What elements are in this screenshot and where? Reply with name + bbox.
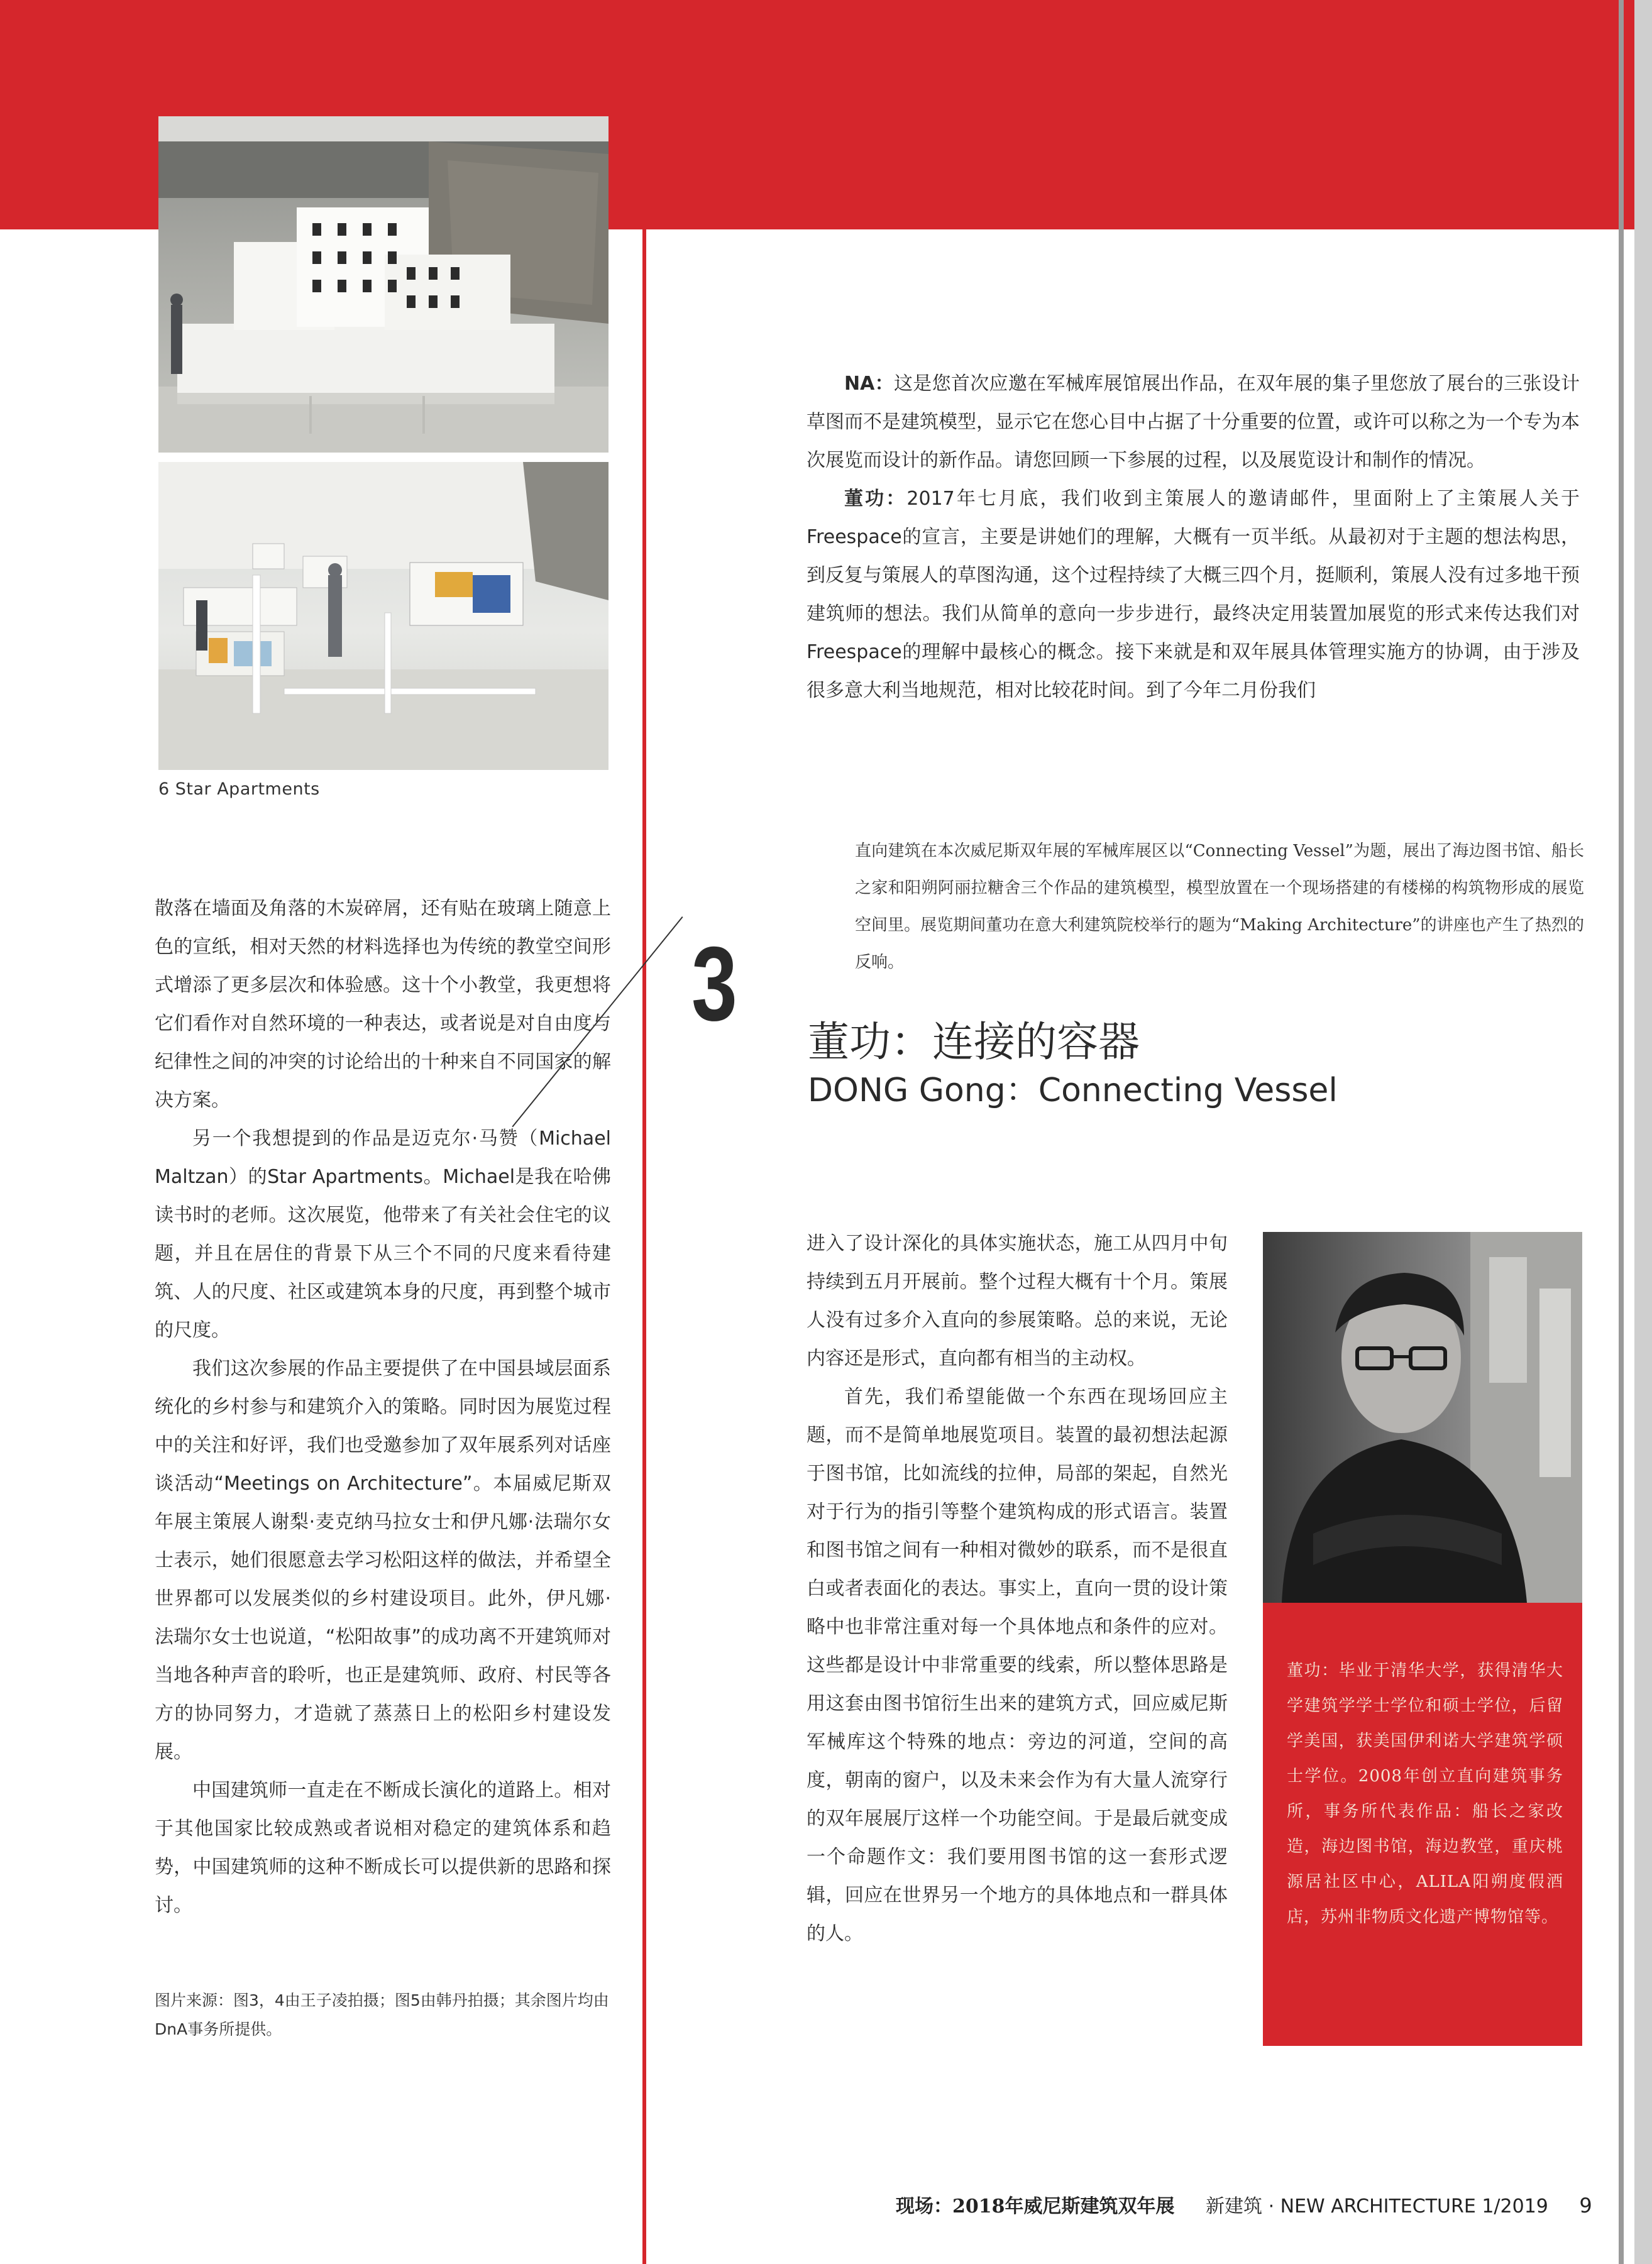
paragraph: 进入了设计深化的具体实施状态，施工从四月中旬持续到五月开展前。整个过程大概有十个月。策展人没有过多介入直向的参展策略。总的来说，无论内容还是形式，直向都有相当的主动权。 [807, 1233, 1228, 1370]
na-text: 这是您首次应邀在军械库展馆展出作品，在双年展的集子里您放了展台的三张设计草图而不是建筑模型，显示它在您心目中占据了十分重要的位置，或许可以称之为一个专为本次展览而设计的新作品。请您回顾一下参展的过程，以及展览设计和制作的情况。 [807, 373, 1580, 471]
dong-text: 2017年七月底，我们收到主策展人的邀请邮件，里面附上了主策展人关于Freespace的宣言，主要是讲她们的理解，大概有一页半纸。从最初对于主题的想法构思，到反复与策展人的草图沟通，这个过程持续了大概三四个月，挺顺利，策展人没有过多地干预建筑师的想法。我们从简单的意向一步步进行，最终决定用装置加展览的形式来传达我们对Freespace的理解中最核心的概念。接下来就是和双年展具体管理实施方的协调，由于涉及很多意大利当地规范，相对比较花时间。到了今年二月份我们 [807, 488, 1580, 701]
bio-text: 董功：毕业于清华大学，获得清华大学建筑学学士学位和硕士学位，后留学美国，获美国伊利诺大学建筑学硕士学位。2008年创立直向建筑事务所，事务所代表作品：船长之家改造，海边图书馆，海边教堂，重庆桃源居社区中心，ALILA阳朔度假酒店，苏州非物质文化遗产博物馆等。 [1287, 1661, 1563, 1926]
na-label: NA： [844, 373, 894, 395]
interview-text [807, 365, 1580, 710]
page-number: 9 [1579, 2194, 1592, 2217]
section-number: 3 [691, 925, 737, 1043]
footer-magazine: 新建筑 · NEW ARCHITECTURE 1/2019 [1206, 2195, 1548, 2217]
left-margin [0, 229, 150, 2264]
page-edge [1634, 0, 1652, 2264]
star-apartments-photo-1 [158, 116, 608, 453]
bio-box [1263, 1603, 1582, 2046]
page-binding-shadow [1619, 0, 1624, 2264]
left-body-column [155, 889, 611, 1925]
paragraph: 中国建筑师一直走在不断成长演化的道路上。相对于其他国家比较成熟或者说相对稳定的建筑体系和趋势，中国建筑师的这种不断成长可以提供新的思路和探讨。 [155, 1779, 611, 1916]
paragraph: 我们这次参展的作品主要提供了在中国县域层面系统化的乡村参与和建筑介入的策略。同时因为展览过程中的关注和好评，我们也受邀参加了双年展系列对话座谈活动“Meetings on Architecture”。本届威尼斯双年展主策展人谢梨·麦克纳马拉女士和伊凡娜·法瑞尔女士表示，她们很愿意去学习松阳这样的做法，并希望全世界都可以发展类似的乡村建设项目。此外，伊凡娜·法瑞尔女士也说道，“松阳故事”的成功离不开建筑师对当地各种声音的聆听，也正是建筑师、政府、村民等各方的协同努力，才造就了蒸蒸日上的松阳乡村建设发展。 [155, 1358, 611, 1763]
page-footer [896, 2190, 1592, 2218]
section-intro: 直向建筑在本次威尼斯双年展的军械库展区以“Connecting Vessel”为题，展出了海边图书馆、船长之家和阳朔阿丽拉糖舍三个作品的建筑模型，模型放置在一个现场搭建的有楼梯的构筑物形成的展览空间里。展览期间董功在意大利建筑院校举行的题为“Making Architecture”的讲座也产生了热烈的反响。 [855, 842, 1584, 972]
red-divider-line [642, 207, 646, 2264]
middle-body-column [807, 1224, 1228, 1953]
exhibition-hall-illustration [158, 462, 608, 770]
section-title-en: DONG Gong：Connecting Vessel [808, 1072, 1338, 1109]
paragraph: 另一个我想提到的作品是迈克尔·马赞（Michael Maltzan）的Star Apartments。Michael是我在哈佛读书时的老师。这次展览，他带来了有关社会住宅的议题，并且在居住的背景下从三个不同的尺度来看待建筑、人的尺度、社区或建筑本身的尺度，再到整个城市的尺度。 [155, 1128, 611, 1341]
dong-label: 董功： [844, 488, 907, 510]
section-title-cn: 董功：连接的容器 [808, 1018, 1140, 1066]
star-apartments-model-illustration [158, 116, 608, 453]
image-credits: 图片来源：图3，4由王子凌拍摄；图5由韩丹拍摄；其余图片均由DnA事务所提供。 [155, 1991, 609, 2038]
paragraph: 首先，我们希望能做一个东西在现场回应主题，而不是简单地展览项目。装置的最初想法起源于图书馆，比如流线的拉伸，局部的架起，自然光对于行为的指引等整个建筑构成的形式语言。装置和图书馆之间有一种相对微妙的联系，而不是很直白或者表面化的表达。事实上，直向一贯的设计策略中也非常注重对每一个具体地点和条件的应对。这些都是设计中非常重要的线索，所以整体思路是用这套由图书馆衍生出来的建筑方式，回应威尼斯军械库这个特殊的地点：旁边的河道，空间的高度，朝南的窗户，以及未来会作为有大量人流穿行的双年展展厅这样一个功能空间。于是最后就变成一个命题作文：我们要用图书馆的这一套形式逻辑，回应在世界另一个地方的具体地点和一群具体的人。 [807, 1386, 1228, 1945]
dong-gong-portrait [1263, 1232, 1582, 1603]
answer-paragraph [807, 480, 1580, 710]
portrait-illustration [1263, 1232, 1582, 1603]
paragraph: 散落在墙面及角落的木炭碎屑，还有贴在玻璃上随意上色的宣纸，相对天然的材料选择也为传统的教堂空间形式增添了更多层次和体验感。这十个小教堂，我更想将它们看作对自然环境的一种表达，或者说是对自由度与纪律性之间的冲突的讨论给出的十种来自不同国家的解决方案。 [155, 898, 611, 1111]
figure-caption: 6 Star Apartments [158, 779, 320, 799]
star-apartments-photo-2 [158, 462, 608, 770]
footer-section: 现场：2018年威尼斯建筑双年展 [896, 2195, 1175, 2217]
question-paragraph [807, 365, 1580, 480]
